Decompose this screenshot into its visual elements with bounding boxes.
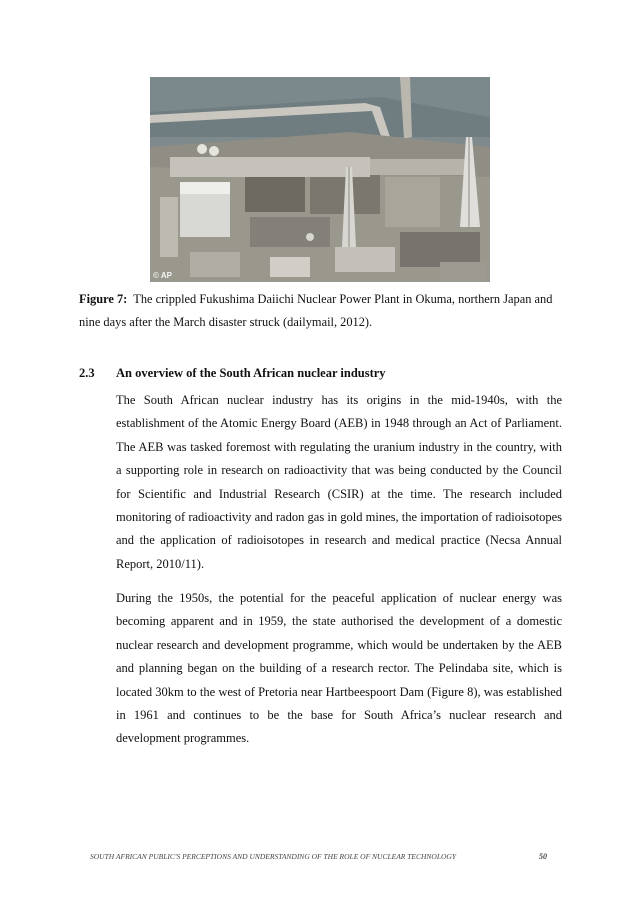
section-heading: An overview of the South African nuclear industry <box>116 366 386 380</box>
paragraph-1: The South African nuclear industry has its origins in the mid-1940s, with the establishment of the Atomic Energy Board (AEB) in 1948 through an Act of Parliament. The AEB was tasked foremost with regulating the uranium industry in the country, with a supporting role in research on radioactivity that was being conducted by the Council for Scientific and Industrial Research (CSIR) at the time. The research included monitoring of radioactivity and radon gas in gold mines, the importation of radioisotopes and the application of radioisotopes in research and medical practice (Necsa Annual Report, 2010/11). <box>116 393 562 571</box>
paragraph-2: During the 1950s, the potential for the peaceful application of nuclear energy was becoming apparent and in 1959, the state authorised the development of a domestic nuclear research and development programme, which would be undertaken by the AEB and planning began on the building of a research rector. The Pelindaba site, which is located 30km to the west of Pretoria near Hartbeespoort Dam (Figure 8), was established in 1961 and continues to be the base for South Africa’s nuclear research and development programmes. <box>116 591 562 746</box>
ap-watermark: © AP <box>153 271 172 280</box>
section-number: 2.3 <box>79 366 95 380</box>
footer-running-title: SOUTH AFRICAN PUBLIC'S PERCEPTIONS AND UNDERSTANDING OF THE ROLE OF NUCLEAR TECHNOLOGY <box>90 852 456 860</box>
caption-text: The crippled Fukushima Daiichi Nuclear Power Plant in Okuma, northern Japan and nine days after the March disaster struck (dailymail, 2012). <box>79 292 553 329</box>
page-number: 50 <box>539 852 547 860</box>
figure-7-photo <box>150 77 490 282</box>
figure-caption <box>79 288 559 334</box>
caption-label: Figure 7: <box>79 292 128 306</box>
